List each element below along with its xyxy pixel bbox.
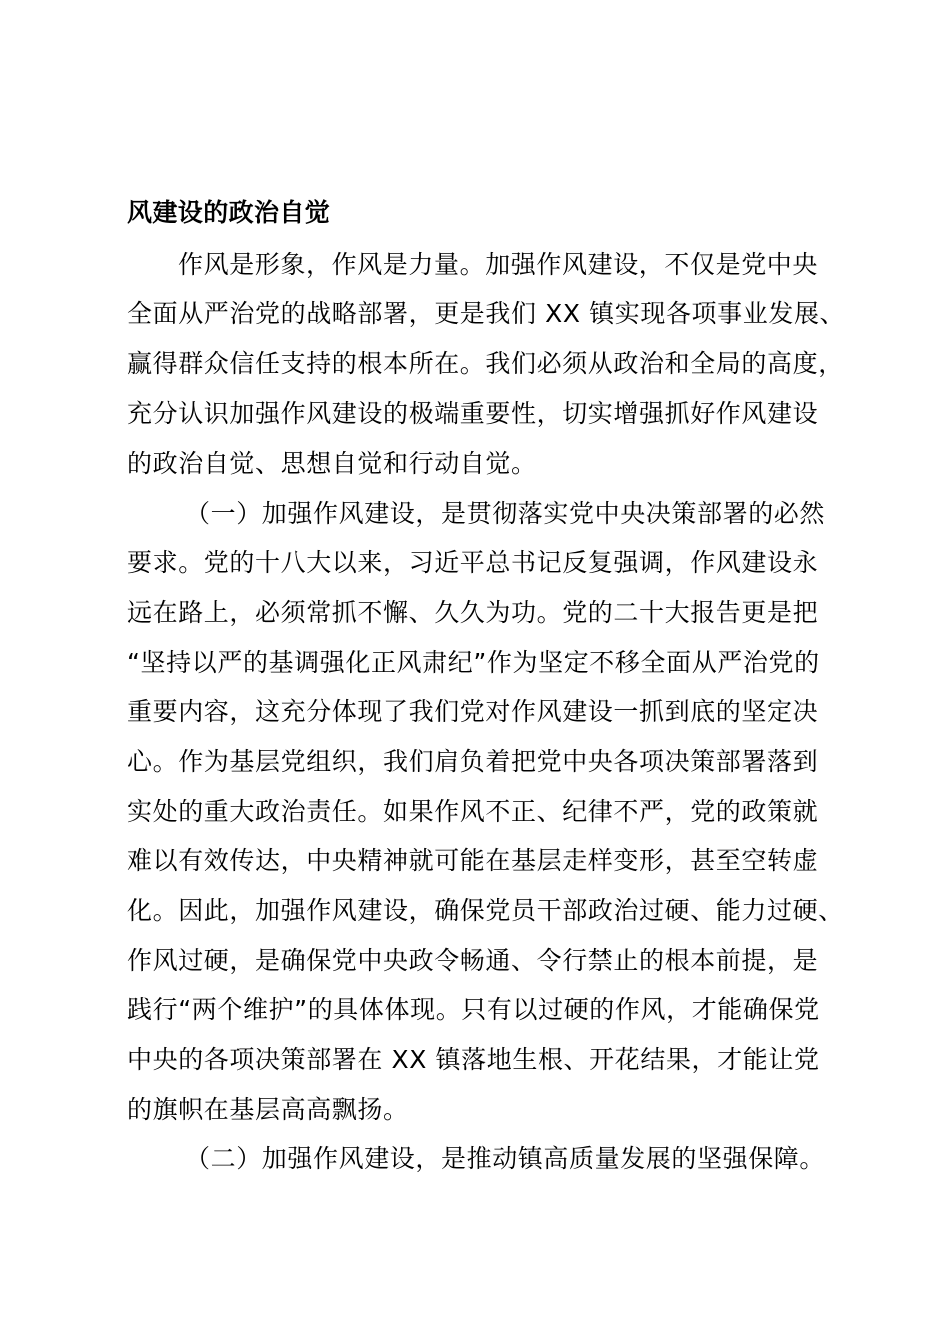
paragraph-3-line-1: （二）加强作风建设，是推动镇高质量发展的坚强保障。 [185,1144,826,1173]
section-heading: 风建设的政治自觉 [127,198,331,227]
paragraph-1-line-2: 全面从严治党的战略部署，更是我们 XX 镇实现各项事业发展、 [127,299,846,328]
paragraph-1-line-3: 赢得群众信任支持的根本所在。我们必须从政治和全局的高度， [127,349,844,378]
paragraph-2-line-7: 实处的重大政治责任。如果作风不正、纪律不严，党的政策就 [127,797,819,826]
paragraph-2-line-4: “坚持以严的基调强化正风肃纪”作为坚定不移全面从严治党的 [127,648,820,677]
paragraph-2-line-3: 远在路上，必须常抓不懈、久久为功。党的二十大报告更是把 [127,598,819,627]
paragraph-2-line-2: 要求。党的十八大以来，习近平总书记反复强调，作风建设永 [127,548,819,577]
paragraph-1-line-5: 的政治自觉、思想自觉和行动自觉。 [127,449,537,478]
paragraph-2-line-12: 中央的各项决策部署在 XX 镇落地生根、开花结果，才能让党 [127,1045,820,1074]
paragraph-1-line-4: 充分认识加强作风建设的极端重要性，切实增强抓好作风建设 [127,399,819,428]
paragraph-1-line-1: 作风是形象，作风是力量。加强作风建设，不仅是党中央 [178,250,819,279]
paragraph-2-line-9: 化。因此，加强作风建设，确保党员干部政治过硬、能力过硬、 [127,896,844,925]
paragraph-2-line-1: （一）加强作风建设，是贯彻落实党中央决策部署的必然 [185,499,826,528]
paragraph-2-line-5: 重要内容，这充分体现了我们党对作风建设一抓到底的坚定决 [127,697,819,726]
paragraph-2-line-13: 的旗帜在基层高高飘扬。 [127,1095,409,1124]
paragraph-2-line-11: 践行“两个维护”的具体体现。只有以过硬的作风，才能确保党 [127,995,820,1024]
paragraph-2-line-6: 心。作为基层党组织，我们肩负着把党中央各项决策部署落到 [127,747,819,776]
paragraph-2-line-8: 难以有效传达，中央精神就可能在基层走样变形，甚至空转虚 [127,846,819,875]
paragraph-2-line-10: 作风过硬，是确保党中央政令畅通、令行禁止的根本前提，是 [127,946,819,975]
